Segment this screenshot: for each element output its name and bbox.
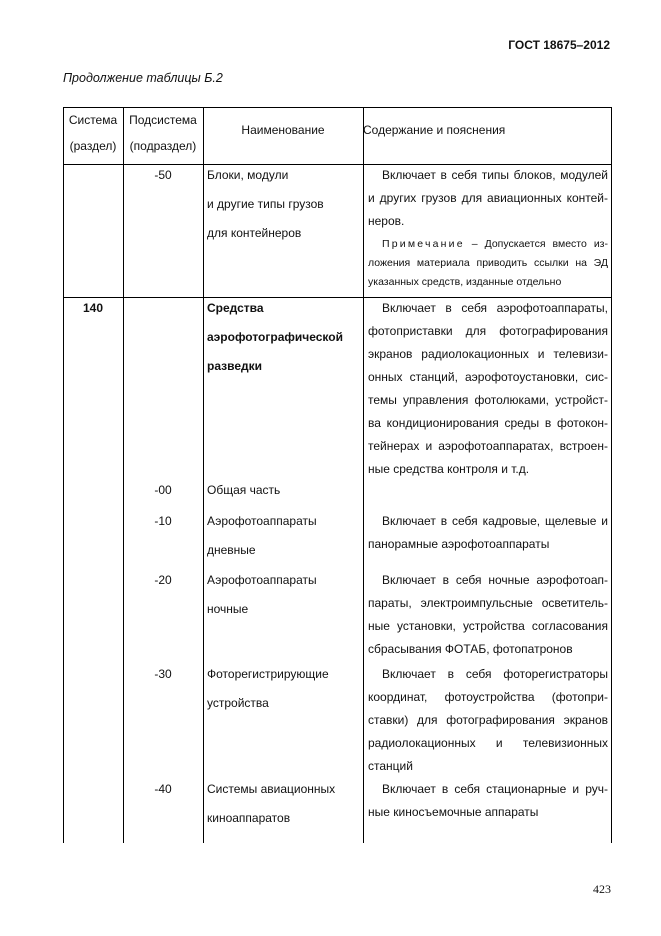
table-row-name: Общая часть	[207, 483, 281, 497]
table-row-name: Блоки, модули и другие типы грузов для контейнеров	[207, 168, 324, 240]
table-caption: Продолжение таблицы Б.2	[63, 71, 223, 85]
column-divider	[203, 107, 204, 843]
header-description: Содержание и пояснения	[363, 123, 506, 137]
column-divider	[363, 107, 364, 843]
table-row-name: Аэрофотоаппараты ночные	[207, 573, 317, 616]
table-row-description: Включает в себя аэрофотоаппараты, фотоприставки для фотографирования экранов радиолокационных и телевизионных станций, аэрофотоустановки, системы управления фотолюками, устройства кондиционирования среды в фотоконтейнерах и аэрофотоаппаратах, встроенные средства контроля и т.д.	[368, 301, 608, 476]
note: Примечание – Допускается вместо изложения материала приводить ссылки на ЭД указанных средств, изданные отдельно	[368, 238, 608, 288]
header-name: Наименование	[241, 123, 325, 137]
document-code: ГОСТ 18675–2012	[508, 38, 610, 52]
table-row-name: Аэрофотоаппараты дневные	[207, 514, 317, 557]
column-divider	[123, 107, 124, 843]
table-border-left	[63, 107, 64, 843]
table-row-subsystem: -20	[154, 573, 172, 587]
table-row-subsystem: -10	[154, 514, 172, 528]
table-row-subsystem: -00	[154, 483, 172, 497]
table-row-description: Включает в себя кадровые, щелевые и панорамные аэрофотоаппараты	[368, 514, 608, 551]
data-table	[63, 107, 612, 843]
table-row-name: Средства аэрофотографической разведки	[207, 301, 343, 373]
page-number: 423	[593, 882, 611, 896]
table-row-name: Системы авиационных киноаппаратов	[207, 782, 336, 825]
table-border-top	[63, 107, 612, 108]
header-system: Система (раздел)	[68, 113, 118, 153]
table-row-description: Включает в себя ночные аэрофотоаппараты, электроимпульсные осветительные установки, устройства согласования сбрасывания ФОТАБ, фотопатронов	[368, 573, 608, 656]
table-row-description: Включает в себя фоторегистраторы координат, фотоустройства (фотоприставки) для фотографирования экранов радиолокационных и телевизионных станций	[368, 667, 608, 773]
table-border-right	[611, 107, 612, 843]
header-subsystem: Подсистема (подраздел)	[129, 113, 197, 153]
table-row-description: Включает в себя типы блоков, модулей и других грузов для авиационных контейнеров. Примечание – Допускается вместо изложения материала приводить ссылки на ЭД указанных средств, изданные отдельно	[368, 164, 608, 292]
table-row-subsystem: -40	[154, 782, 172, 796]
table-row-name: Фоторегистрирующие устройства	[207, 667, 329, 710]
table-row-description: Включает в себя стационарные и ручные киносъемочные аппараты	[368, 782, 608, 819]
table-row-subsystem: -50	[154, 168, 172, 182]
table-row-system: 140	[82, 301, 104, 315]
table-row-subsystem: -30	[154, 667, 172, 681]
